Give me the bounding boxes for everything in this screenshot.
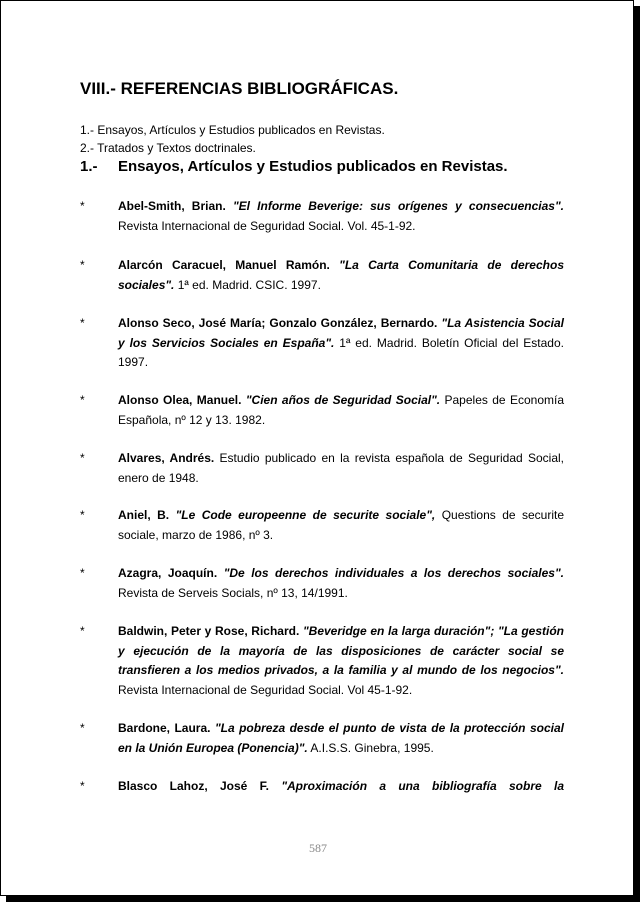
entry-author: Alvares, Andrés. (118, 451, 215, 465)
bibliography-entry (80, 564, 564, 603)
page-heading: VIII.- REFERENCIAS BIBLIOGRÁFICAS. (80, 79, 399, 98)
entry-author: Aniel, B. (118, 508, 170, 522)
toc-item-1: 1.- Ensayos, Artículos y Estudios publicados en Revistas. (80, 123, 385, 137)
section-number: 1.- (80, 158, 98, 175)
bibliography-entry (80, 256, 564, 295)
section-title-text: Ensayos, Artículos y Estudios publicados en Revistas. (118, 158, 508, 175)
toc-item-2: 2.- Tratados y Textos doctrinales. (80, 141, 256, 155)
bullet-marker: * (80, 393, 85, 407)
page-number: 587 (309, 841, 327, 855)
entry-title: "Le Code europeenne de securite sociale", (175, 508, 436, 522)
entry-author: Alonso Seco, José María; Gonzalo González, Bernardo. (118, 316, 438, 330)
entry-title: "Cien años de Seguridad Social". (245, 393, 441, 407)
entry-author: Bardone, Laura. (118, 721, 211, 735)
entry-title: "El Informe Beverige: sus orígenes y consecuencias". (232, 199, 564, 213)
bullet-marker: * (80, 316, 85, 330)
bibliography-entry (80, 197, 564, 236)
bibliography-entry (80, 777, 564, 797)
entry-title: "La Asistencia Social y los Servicios Sociales en España". (118, 316, 564, 350)
page-shadow-bottom (6, 896, 640, 902)
bullet-marker: * (80, 721, 85, 735)
bullet-marker: * (80, 258, 85, 272)
entry-author: Baldwin, Peter y Rose, Richard. (118, 624, 300, 638)
entry-author: Abel-Smith, Brian. (118, 199, 226, 213)
entry-title: "De los derechos individuales a los derechos sociales". (223, 566, 564, 580)
entry-source: Revista Internacional de Seguridad Social. Vol. 45-1-92. (118, 218, 416, 233)
entry-source: Questions de securite sociale, marzo de 1986, nº 3. (118, 508, 565, 542)
bullet-marker: * (80, 566, 85, 580)
page-shadow-right (634, 6, 640, 902)
entry-source: Estudio publicado en la revista española de Seguridad Social, enero de 1948. (118, 451, 565, 485)
bibliography-entry (80, 449, 564, 488)
bullet-marker: * (80, 779, 85, 793)
entry-author: Alarcón Caracuel, Manuel Ramón. (118, 258, 330, 272)
entry-author: Azagra, Joaquín. (118, 566, 218, 580)
entry-source: A.I.S.S. Ginebra, 1995. (310, 740, 434, 755)
bibliography-entry (80, 719, 564, 758)
entry-title: "La Carta Comunitaria de derechos sociales". (118, 258, 564, 292)
bibliography-entry (80, 622, 564, 700)
entry-title: "Aproximación a una bibliografía sobre la (281, 779, 564, 793)
bibliography-entry (80, 314, 564, 373)
entry-source: 1ª ed. Madrid. CSIC. 1997. (177, 277, 321, 292)
entry-title: "Beveridge en la larga duración"; "La gestión y ejecución de la mayoría de las disposiciones de carácter social se transfieren a los medios privados, a la familia y al mundo de los negocios". (118, 624, 564, 677)
bullet-marker: * (80, 508, 85, 522)
entry-source: Revista Internacional de Seguridad Social. Vol 45-1-92. (118, 682, 413, 697)
bibliography-entry (80, 391, 564, 430)
entry-source: Papeles de Economía Española, nº 12 y 13. 1982. (118, 393, 564, 427)
section-title (80, 158, 564, 175)
entry-title: "La pobreza desde el punto de vista de la protección social en la Unión Europea (Ponencia)". (118, 721, 564, 755)
bullet-marker: * (80, 451, 85, 465)
entry-author: Blasco Lahoz, José F. (118, 779, 269, 793)
entry-author: Alonso Olea, Manuel. (118, 393, 242, 407)
bullet-marker: * (80, 624, 85, 638)
entry-source: 1ª ed. Madrid. Boletín Oficial del Estado. 1997. (118, 335, 564, 369)
bullet-marker: * (80, 199, 85, 213)
entry-source: Revista de Serveis Socials, nº 13, 14/1991. (118, 585, 348, 600)
bibliography-entry (80, 506, 564, 545)
